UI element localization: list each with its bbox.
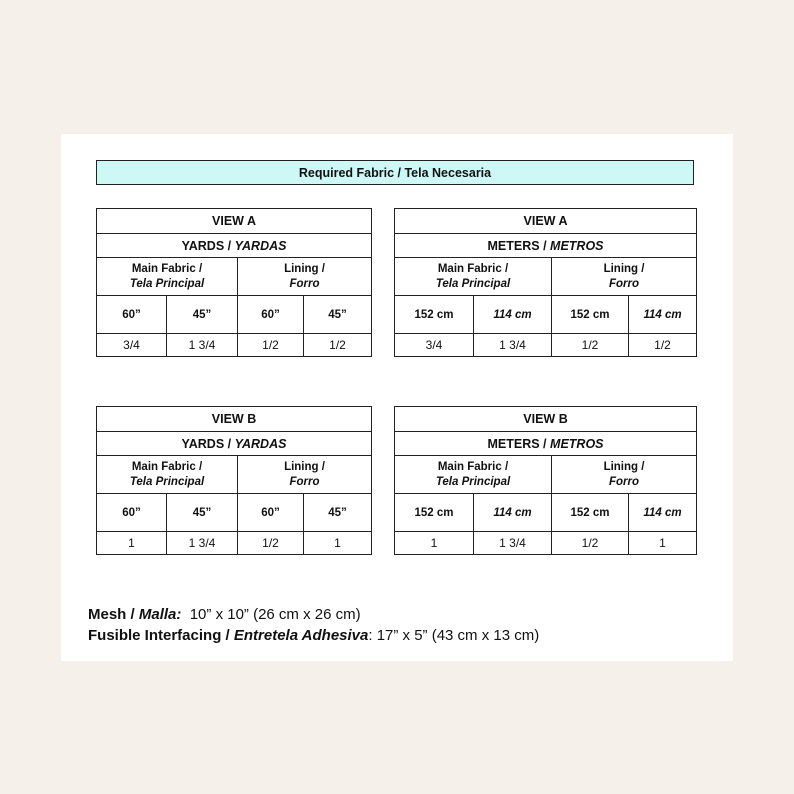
lining-header: Lining / Forro <box>238 456 372 494</box>
width-cell: 114 cm <box>474 494 552 532</box>
width-cell: 45” <box>304 296 372 334</box>
width-cell: 45” <box>167 296 238 334</box>
fabric-table-view-b-yards <box>96 406 372 555</box>
main-fabric-header: Main Fabric / Tela Principal <box>395 258 552 296</box>
width-cell: 114 cm <box>629 494 697 532</box>
amount-cell: 1/2 <box>552 334 629 357</box>
main-fabric-header: Main Fabric / Tela Principal <box>97 456 238 494</box>
view-title: VIEW A <box>395 209 697 234</box>
amount-cell: 1/2 <box>629 334 697 357</box>
width-cell: 45” <box>167 494 238 532</box>
width-cell: 114 cm <box>629 296 697 334</box>
width-cell: 60” <box>238 494 304 532</box>
width-cell: 60” <box>238 296 304 334</box>
fabric-table-view-a-yards <box>96 208 372 357</box>
width-cell: 60” <box>97 296 167 334</box>
notes <box>88 604 539 646</box>
width-cell: 60” <box>97 494 167 532</box>
width-cell: 114 cm <box>474 296 552 334</box>
amount-cell: 1/2 <box>304 334 372 357</box>
amount-cell: 3/4 <box>395 334 474 357</box>
view-title: VIEW B <box>395 407 697 432</box>
amount-cell: 1 3/4 <box>167 532 238 555</box>
width-cell: 152 cm <box>395 494 474 532</box>
fabric-table-view-a-meters <box>394 208 697 357</box>
lining-header: Lining / Forro <box>552 456 697 494</box>
amount-cell: 1 3/4 <box>474 532 552 555</box>
amount-cell: 1/2 <box>238 334 304 357</box>
fabric-table-view-b-meters <box>394 406 697 555</box>
unit-header: METERS / METROS <box>395 234 697 258</box>
mesh-note: Mesh / Malla: 10” x 10” (26 cm x 26 cm) <box>88 606 361 623</box>
amount-cell: 1/2 <box>238 532 304 555</box>
amount-cell: 1 3/4 <box>474 334 552 357</box>
lining-header: Lining / Forro <box>552 258 697 296</box>
width-cell: 45” <box>304 494 372 532</box>
view-title: VIEW B <box>97 407 372 432</box>
amount-cell: 3/4 <box>97 334 167 357</box>
main-fabric-header: Main Fabric / Tela Principal <box>97 258 238 296</box>
view-title: VIEW A <box>97 209 372 234</box>
banner-title: Required Fabric / Tela Necesaria <box>298 165 492 180</box>
amount-cell: 1 <box>97 532 167 555</box>
amount-cell: 1 3/4 <box>167 334 238 357</box>
main-fabric-header: Main Fabric / Tela Principal <box>395 456 552 494</box>
amount-cell: 1 <box>629 532 697 555</box>
amount-cell: 1 <box>304 532 372 555</box>
amount-cell: 1/2 <box>552 532 629 555</box>
unit-header: YARDS / YARDAS <box>97 432 372 456</box>
required-fabric-banner <box>96 160 694 185</box>
amount-cell: 1 <box>395 532 474 555</box>
unit-header: YARDS / YARDAS <box>97 234 372 258</box>
unit-header: METERS / METROS <box>395 432 697 456</box>
lining-header: Lining / Forro <box>238 258 372 296</box>
interfacing-note: Fusible Interfacing / Entretela Adhesiva: 17” x 5” (43 cm x 13 cm) <box>88 627 540 644</box>
width-cell: 152 cm <box>552 296 629 334</box>
width-cell: 152 cm <box>552 494 629 532</box>
width-cell: 152 cm <box>395 296 474 334</box>
